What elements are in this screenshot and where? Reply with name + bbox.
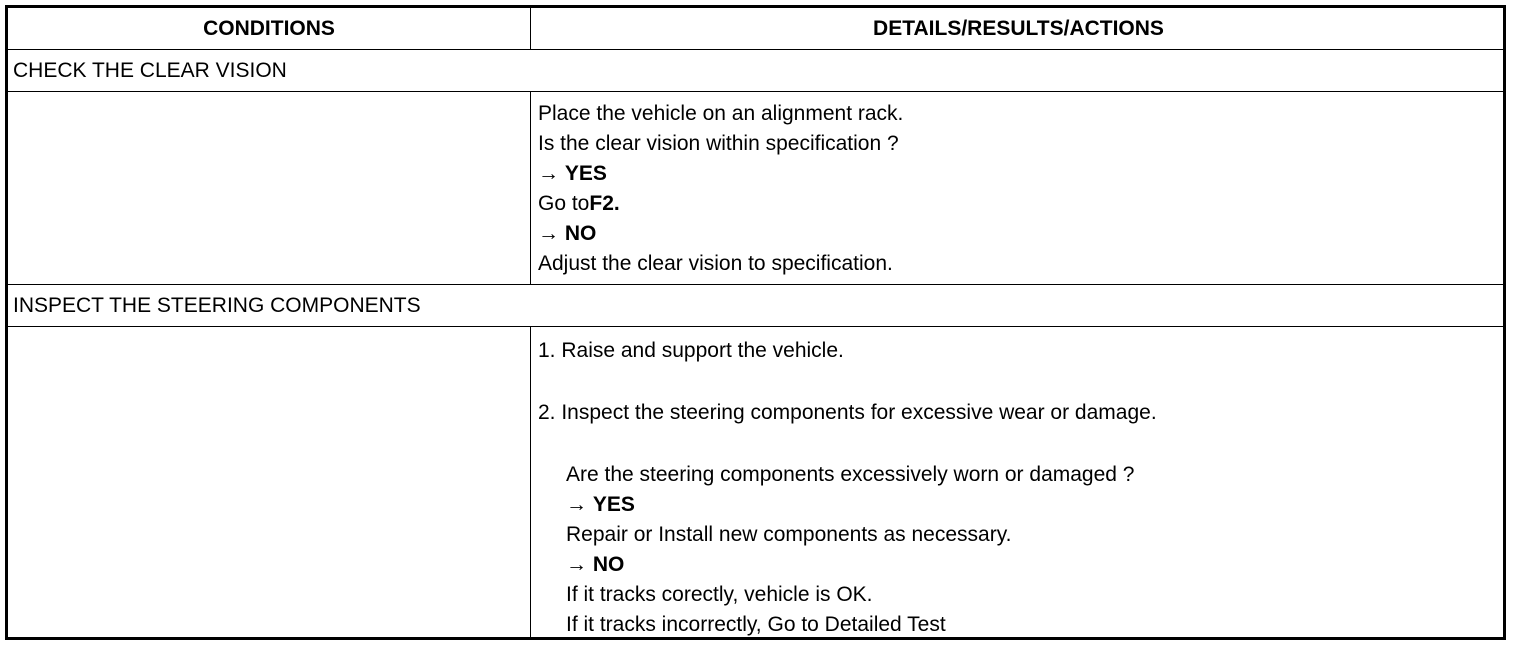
step-1: 1. Raise and support the vehicle. <box>538 339 844 362</box>
yes-result <box>538 159 1503 189</box>
conditions-cell <box>8 327 531 637</box>
no-result <box>538 219 1503 249</box>
section-title-clear-vision: CHECK THE CLEAR VISION <box>8 50 1503 92</box>
no-action-2: If it tracks incorrectly, Go to Detailed Test <box>566 613 946 636</box>
arrow-icon: → <box>566 493 587 516</box>
clear-vision-details <box>531 92 1503 279</box>
arrow-icon: → <box>538 162 559 185</box>
yes-label: YES <box>564 162 607 185</box>
arrow-icon: → <box>538 222 559 245</box>
yes-label: YES <box>592 493 635 516</box>
step-2: 2. Inspect the steering components for excessive wear or damage. <box>538 401 1157 424</box>
question-line: Is the clear vision within specification ? <box>538 132 899 155</box>
no-result <box>538 550 1503 580</box>
conditions-header: CONDITIONS <box>8 8 531 50</box>
yes-action <box>538 189 1503 219</box>
no-action-1: If it tracks corectly, vehicle is OK. <box>566 583 873 606</box>
yes-action-text: Go to <box>538 192 590 215</box>
steering-details <box>531 327 1503 640</box>
step-reference: F2. <box>589 192 620 215</box>
question-line: Are the steering components excessively worn or damaged ? <box>566 463 1135 486</box>
instruction-line: Place the vehicle on an alignment rack. <box>538 102 904 125</box>
no-label: NO <box>592 553 625 576</box>
no-action: Adjust the clear vision to specification. <box>538 252 893 275</box>
yes-action: Repair or Install new components as necessary. <box>566 523 1012 546</box>
no-label: NO <box>564 222 597 245</box>
section-title-steering: INSPECT THE STEERING COMPONENTS <box>8 285 1503 327</box>
conditions-cell <box>8 92 531 284</box>
clear-vision-row <box>8 92 1503 285</box>
table-header <box>8 8 1503 50</box>
arrow-icon: → <box>566 553 587 576</box>
details-header: DETAILS/RESULTS/ACTIONS <box>873 17 1164 40</box>
steering-row <box>8 327 1503 637</box>
diagnostic-table <box>5 5 1506 640</box>
yes-result <box>538 490 1503 520</box>
